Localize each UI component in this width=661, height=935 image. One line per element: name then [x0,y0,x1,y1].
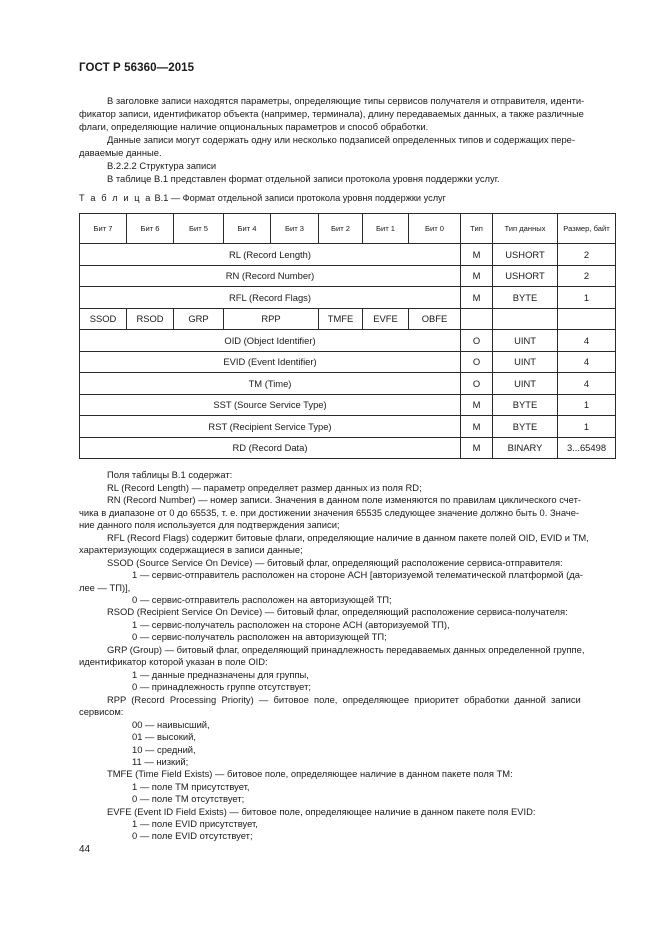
empty-cell [493,308,558,330]
intro-line: фикатор записи, идентификатор объекта (например, терминала), длину передаваемых данных, а также различные [79,108,584,119]
datatype-cell: UINT [493,330,558,352]
section-heading: В.2.2.2 Структура записи [107,160,217,171]
header-cell: Тип данных [493,214,558,244]
type-cell: M [461,416,493,438]
header-cell: Бит 7 [80,214,127,244]
datatype-cell: UINT [493,351,558,373]
table-caption-label: Т а б л и ц а [79,193,152,203]
flag-bits-row [80,308,616,330]
page-number: 44 [79,844,91,855]
body-line: Поля таблицы В.1 содержат: [107,469,233,480]
body-line: SSOD (Source Service On Device) — битовый флаг, определяющий расположение сервиса-отправителя: [107,557,563,568]
body-line: 00 — наивысший, [132,719,210,730]
body-line: ние данного поля используется для подтверждения записи; [79,519,340,530]
header-cell: Размер, байт [558,214,616,244]
type-cell: M [461,244,493,266]
bit-cell-rpp: RPP [224,308,319,330]
size-cell: 1 [558,394,616,416]
intro-line: флаги, определяющие наличие опциональных параметров и способ обработки. [79,121,429,132]
page-header: ГОСТ Р 56360—2015 [79,62,195,74]
header-cell: Тип [461,214,493,244]
field-cell: RD (Record Data) [80,437,461,459]
datatype-cell: BINARY [493,437,558,459]
table-header-row [80,214,616,244]
body-line: 01 — высокий, [132,731,196,742]
body-line: TMFE (Time Field Exists) — битовое поле, определяющее наличие в данном пакете поля TM: [107,768,513,779]
body-line: RN (Record Number) — номер записи. Значения в данном поле изменяются по правилам циклического счет- [107,494,581,505]
size-cell: 1 [558,416,616,438]
field-cell: RL (Record Length) [80,244,461,266]
field-cell: RN (Record Number) [80,265,461,287]
header-cell: Бит 0 [409,214,461,244]
bit-cell-rsod: RSOD [127,308,174,330]
body-line: 10 — средний, [132,744,196,755]
datatype-cell: USHORT [493,244,558,266]
body-line: характеризующих содержащиеся в записи данные; [79,544,303,555]
body-line: 11 — низкий; [132,756,189,767]
field-cell: RFL (Record Flags) [80,287,461,309]
intro-line: В таблице В.1 представлен формат отдельной записи протокола уровня поддержки услуг. [107,173,500,184]
header-cell: Бит 5 [174,214,224,244]
table-row [80,265,616,287]
header-cell: Бит 1 [363,214,409,244]
table-row [80,416,616,438]
table-caption-text: В.1 — Формат отдельной записи протокола уровня поддержки услуг [151,193,447,203]
field-cell: EVID (Event Identifier) [80,351,461,373]
table-row [80,394,616,416]
bit-cell-obfe: OBFE [409,308,461,330]
bit-cell-grp: GRP [174,308,224,330]
field-cell: TM (Time) [80,373,461,395]
bit-cell-ssod: SSOD [80,308,127,330]
table-row [80,373,616,395]
body-line: RPP (Record Processing Priority) — битовое поле, определяющее приоритет обработки данной записи [107,694,581,705]
field-cell: RST (Recipient Service Type) [80,416,461,438]
body-line: 0 — принадлежность группе отсутствует; [132,681,311,692]
header-cell: Бит 2 [319,214,363,244]
datatype-cell: BYTE [493,394,558,416]
record-format-table [79,213,616,459]
intro-line: даваемые данные. [79,147,162,158]
body-line: чика в диапазоне от 0 до 65535, т. е. при достижении значения 65535 следующее значение должно быть 0. Значе- [79,507,580,518]
body-line: 0 — сервис-отправитель расположен на авторизующей ТП; [132,594,392,605]
body-line: GRP (Group) — битовый флаг, определяющий принадлежность передаваемых данных определенной группе, [107,644,585,655]
header-cell: Бит 4 [224,214,271,244]
type-cell: O [461,351,493,373]
intro-line: Данные записи могут содержать одну или несколько подзаписей определенных типов и содержащих пере- [107,134,576,145]
body-line: 0 — сервис-получатель расположен на авторизующей ТП; [132,631,387,642]
field-cell: OID (Object Identifier) [80,330,461,352]
size-cell: 2 [558,244,616,266]
size-cell: 4 [558,373,616,395]
body-line: EVFE (Event ID Field Exists) — битовое поле, определяющее наличие в данном пакете поля EVID: [107,806,536,817]
header-cell: Бит 6 [127,214,174,244]
type-cell: M [461,437,493,459]
body-line: 1 — данные предназначены для группы, [132,669,309,680]
bit-cell-evfe: EVFE [363,308,409,330]
body-line: сервисом: [79,706,124,717]
type-cell: O [461,330,493,352]
body-line: 0 — поле EVID отсутствует; [132,830,253,841]
datatype-cell: BYTE [493,416,558,438]
type-cell: O [461,373,493,395]
body-line: RL (Record Length) — параметр определяет размер данных из поля RD; [107,482,422,493]
body-line: 1 — сервис-получатель расположен на стороне АСН (авторизуемой ТП), [132,619,450,630]
body-line: RFL (Record Flags) содержит битовые флаги, определяющие наличие в данном пакете полей OID, EVID и TM, [107,532,589,543]
body-line: 1 — поле TM присутствует, [132,781,250,792]
datatype-cell: UINT [493,373,558,395]
table-row [80,330,616,352]
intro-line: В заголовке записи находятся параметры, определяющие типы сервисов получателя и отправителя, иденти- [107,95,585,106]
size-cell: 1 [558,287,616,309]
table-caption [79,193,446,203]
bit-cell-tmfe: TMFE [319,308,363,330]
type-cell: M [461,394,493,416]
datatype-cell: BYTE [493,287,558,309]
size-cell: 4 [558,351,616,373]
size-cell: 2 [558,265,616,287]
type-cell: M [461,265,493,287]
body-line: RSOD (Recipient Service On Device) — битовый флаг, определяющий расположение сервиса-получателя: [107,606,568,617]
body-line: идентификатор которой указан в поле OID: [79,656,268,667]
empty-cell [461,308,493,330]
table-row [80,244,616,266]
table-row [80,287,616,309]
type-cell: M [461,287,493,309]
body-line: 1 — поле EVID присутствует, [132,818,258,829]
table-row [80,437,616,459]
body-line: 1 — сервис-отправитель расположен на стороне АСН [авторизуемой телематической платформой (да- [132,569,584,580]
empty-cell [558,308,616,330]
body-line: лее — ТП)], [79,582,131,593]
body-line: 0 — поле TM отсутствует; [132,793,245,804]
table-row [80,351,616,373]
datatype-cell: USHORT [493,265,558,287]
header-cell: Бит 3 [271,214,319,244]
size-cell: 4 [558,330,616,352]
field-cell: SST (Source Service Type) [80,394,461,416]
size-cell: 3...65498 [558,437,616,459]
